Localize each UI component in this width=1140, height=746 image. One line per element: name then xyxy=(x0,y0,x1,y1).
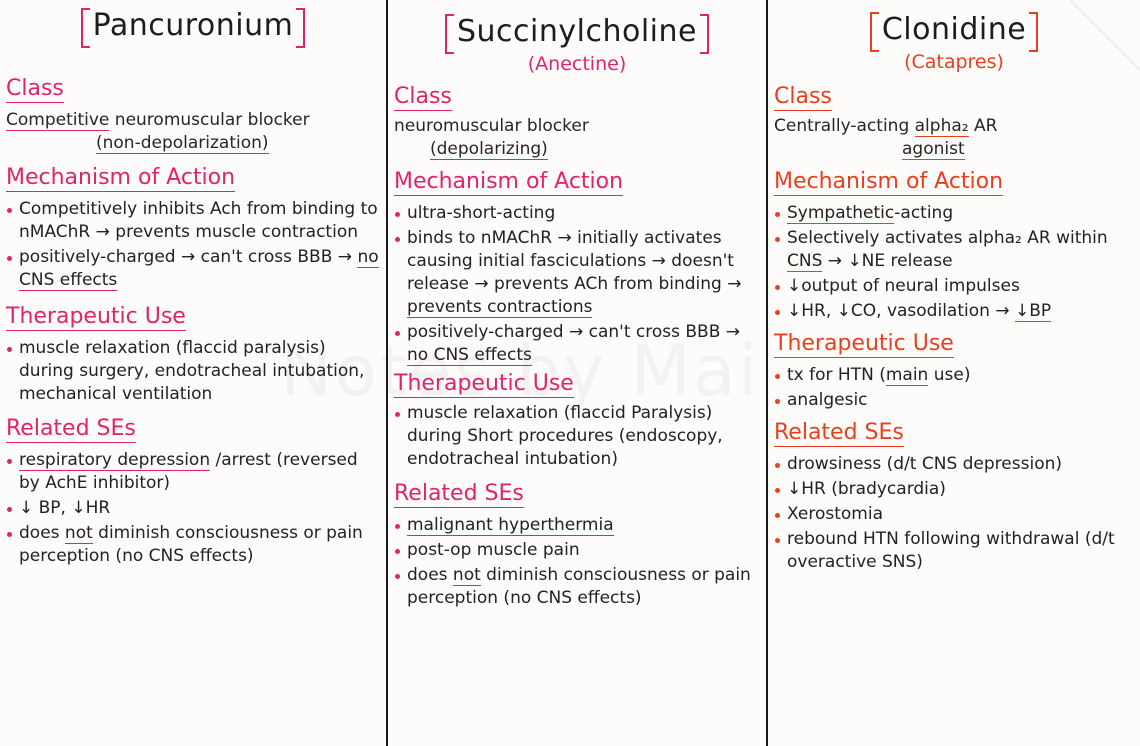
side-effects-heading: Related SEs xyxy=(774,420,904,445)
side-effect-item: ↓HR (bradycardia) xyxy=(774,478,1134,501)
moa-item: positively-charged → can't cross BBB → no CNS effects xyxy=(6,246,380,292)
column-clonidine xyxy=(768,0,1140,746)
class-heading: Class xyxy=(774,84,832,109)
side-effect-item: post-op muscle pain xyxy=(394,539,760,562)
drug-brand-name: (Anectine) xyxy=(527,53,627,75)
moa-item: ultra-short-acting xyxy=(394,202,760,225)
side-effect-item: does not diminish consciousness or pain perception (no CNS effects) xyxy=(6,522,380,568)
drug-title: Succinylcholine xyxy=(451,12,703,52)
moa-item: ↓output of neural impulses xyxy=(774,275,1134,298)
drug-title: Clonidine xyxy=(876,10,1032,50)
class-text: neuromuscular blocker xyxy=(394,116,589,136)
therapeutic-use-heading: Therapeutic Use xyxy=(394,371,574,396)
therapeutic-use-item: muscle relaxation (flaccid Paralysis) during Short procedures (endoscopy, endotracheal intubation) xyxy=(394,402,760,471)
class-text: Competitive neuromuscular blocker xyxy=(6,110,310,130)
therapeutic-use-heading: Therapeutic Use xyxy=(6,304,186,329)
class-subtext: agonist xyxy=(902,139,965,159)
therapeutic-use-item: analgesic xyxy=(774,389,1134,412)
class-subtext: (depolarizing) xyxy=(430,139,548,159)
class-text: Centrally-acting alpha₂ AR xyxy=(774,116,998,136)
drug-title: Pancuronium xyxy=(87,6,300,46)
moa-item: Selectively activates alpha₂ AR within CNS → ↓NE release xyxy=(774,227,1134,273)
therapeutic-use-item: muscle relaxation (flaccid paralysis) during surgery, endotracheal intubation, mechanical ventilation xyxy=(6,337,380,406)
side-effect-item: does not diminish consciousness or pain perception (no CNS effects) xyxy=(394,564,760,610)
moa-heading: Mechanism of Action xyxy=(394,169,624,194)
drug-brand-name: (Catapres) xyxy=(904,51,1004,73)
side-effect-item: rebound HTN following withdrawal (d/t overactive SNS) xyxy=(774,528,1134,574)
side-effect-item: Xerostomia xyxy=(774,503,1134,526)
moa-heading: Mechanism of Action xyxy=(6,165,236,190)
class-heading: Class xyxy=(394,84,452,109)
moa-item: Sympathetic-acting xyxy=(774,202,1134,225)
moa-heading: Mechanism of Action xyxy=(774,169,1004,194)
side-effect-item: respiratory depression /arrest (reversed by AchE inhibitor) xyxy=(6,449,380,495)
side-effect-item: malignant hyperthermia xyxy=(394,514,760,537)
moa-item: Competitively inhibits Ach from binding to nMAChR → prevents muscle contraction xyxy=(6,198,380,244)
side-effect-item: drowsiness (d/t CNS depression) xyxy=(774,453,1134,476)
column-pancuronium xyxy=(0,0,386,746)
side-effects-heading: Related SEs xyxy=(6,416,136,441)
moa-item: binds to nMAChR → initially activates causing initial fasciculations → doesn't release → prevents ACh from binding → prevents contractions xyxy=(394,227,760,319)
column-succinylcholine xyxy=(388,0,766,746)
moa-item: positively-charged → can't cross BBB → no CNS effects xyxy=(394,321,760,367)
class-subtext: (non-depolarization) xyxy=(96,133,269,153)
therapeutic-use-heading: Therapeutic Use xyxy=(774,331,954,356)
moa-item: ↓HR, ↓CO, vasodilation → ↓BP xyxy=(774,300,1134,323)
therapeutic-use-item: tx for HTN (main use) xyxy=(774,364,1134,387)
side-effects-heading: Related SEs xyxy=(394,481,524,506)
class-heading: Class xyxy=(6,76,64,101)
side-effect-item: ↓ BP, ↓HR xyxy=(6,497,380,520)
